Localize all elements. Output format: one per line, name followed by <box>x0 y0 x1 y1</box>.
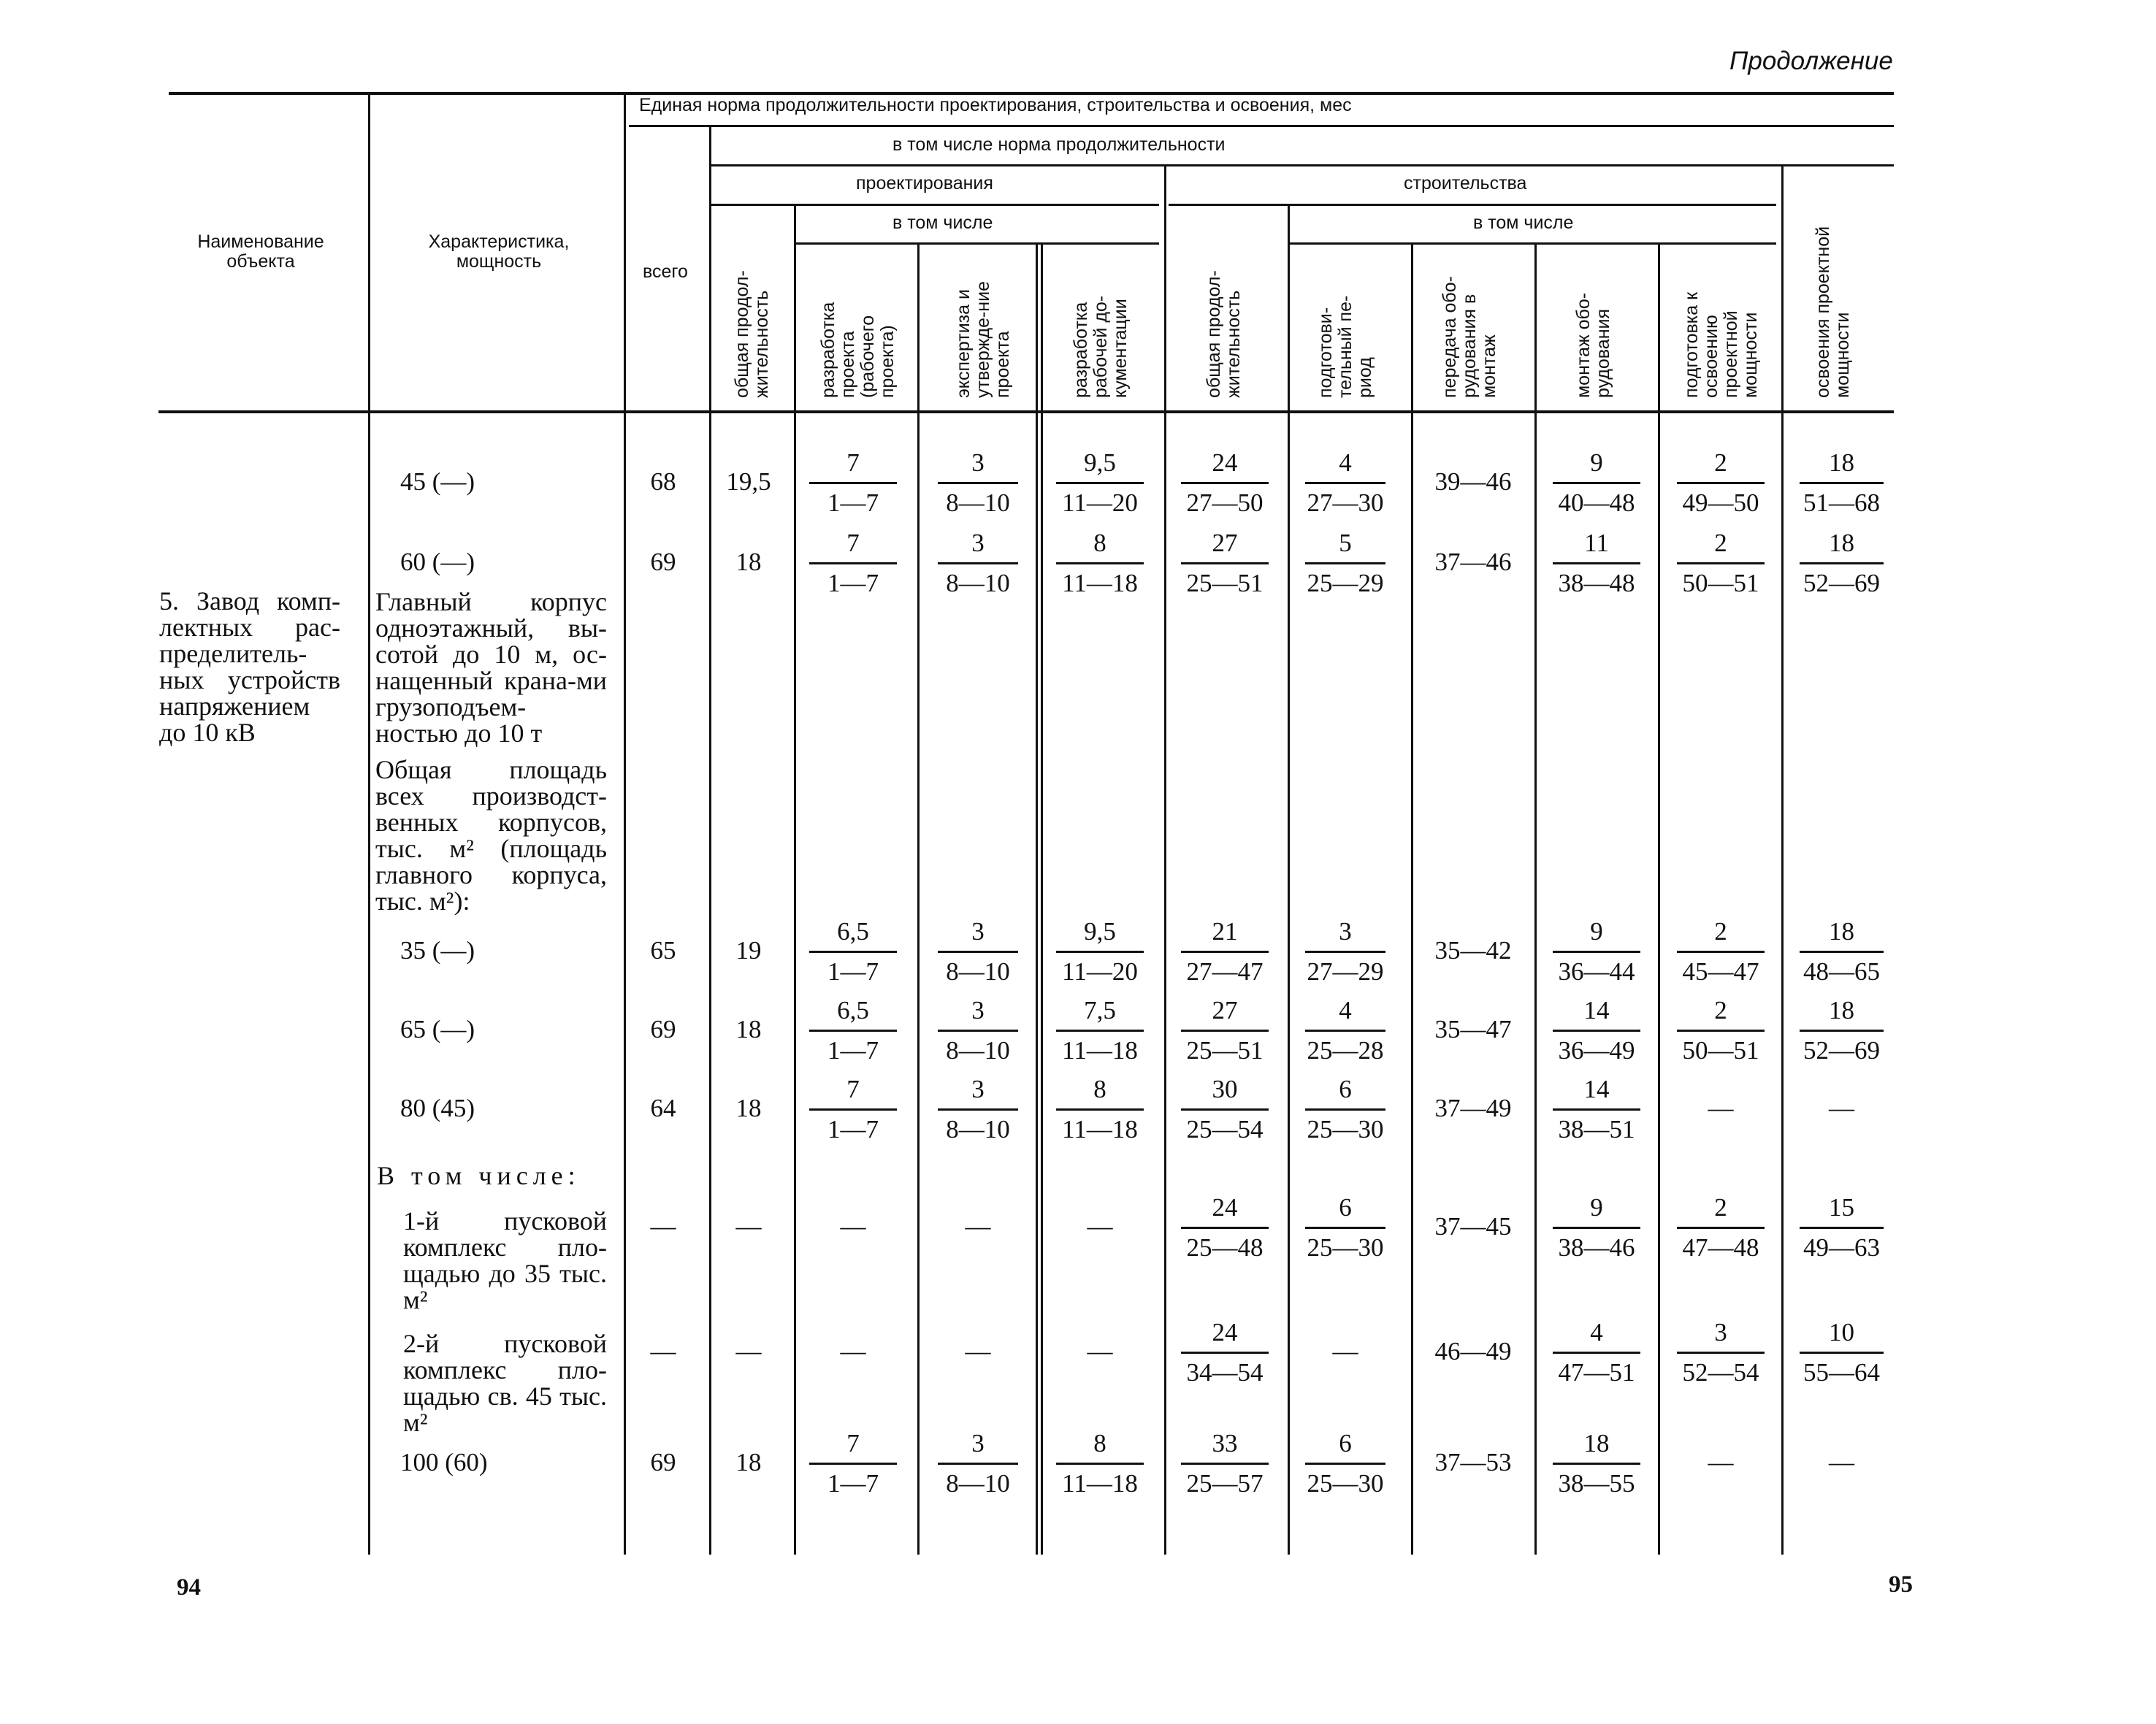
total-value: 65 <box>650 936 676 965</box>
mastering-fraction <box>1800 997 1884 1065</box>
design-docs-fraction <box>1056 1076 1144 1143</box>
constr-transfer: 37—45 <box>1434 1212 1512 1241</box>
total-value: — <box>650 1337 676 1365</box>
design-total: 18 <box>735 1094 762 1122</box>
constr-total-months: 25—51 <box>1186 1036 1264 1065</box>
design-docs: — <box>1087 1337 1113 1365</box>
fraction-bar <box>1305 1030 1385 1032</box>
mastering-value: 15 <box>1829 1193 1854 1222</box>
constr-transfer: 37—53 <box>1434 1448 1512 1476</box>
design-docs-fraction <box>1056 918 1144 986</box>
design-docs-months: 11—18 <box>1062 1036 1138 1065</box>
header-design: проектирования <box>856 173 993 194</box>
constr-prep-value: 6 <box>1339 1429 1352 1457</box>
row-label: 100 (60) <box>400 1448 488 1476</box>
page-number-right: 95 <box>1889 1571 1913 1598</box>
constr-prep-value: 5 <box>1339 529 1352 557</box>
object-name: 5. Завод комп-лектных рас-пределитель-ных устройств напряжением до 10 кВ <box>159 586 340 747</box>
constr-prep-fraction <box>1305 529 1385 597</box>
design-project-value: 6,5 <box>837 996 869 1024</box>
fraction-bar <box>1305 482 1385 484</box>
constr-total-value: 33 <box>1212 1429 1238 1457</box>
constr-install-months: 40—48 <box>1558 489 1635 517</box>
design-total: 18 <box>735 1448 762 1476</box>
fraction-bar <box>1181 1352 1269 1354</box>
design-docs-value: 7,5 <box>1084 996 1116 1024</box>
fraction-bar <box>1800 482 1884 484</box>
design-project-fraction <box>809 529 897 597</box>
mastering-months: 49—63 <box>1803 1233 1880 1262</box>
design-expertise-fraction <box>938 529 1018 597</box>
fraction-bar <box>1181 1108 1269 1111</box>
row-label: 80 (45) <box>400 1094 475 1122</box>
row-label: 35 (—) <box>400 936 475 965</box>
total-value: 69 <box>650 1448 676 1476</box>
design-expertise-months: 8—10 <box>946 1036 1010 1065</box>
design-total: 19,5 <box>726 467 771 496</box>
constr-transfer-header: передача обо-рудования в монтаж <box>1440 276 1499 398</box>
design-docs-months: 11—20 <box>1062 957 1138 986</box>
fraction-bar <box>1553 951 1640 953</box>
design-project-months: 1—7 <box>827 569 879 597</box>
design-total: — <box>735 1212 762 1241</box>
constr-prep-fraction <box>1305 449 1385 517</box>
fraction-bar <box>1800 1030 1884 1032</box>
constr-install-months: 36—49 <box>1558 1036 1635 1065</box>
constr-total-fraction <box>1181 449 1269 517</box>
launch-complex-2: 2-й пусковой комплекс пло-щадью св. 45 тыс. м² <box>403 1329 607 1437</box>
constr-prep-months: 27—30 <box>1307 489 1384 517</box>
design-expertise-fraction <box>938 1076 1018 1143</box>
constr-total-fraction <box>1181 1430 1269 1498</box>
fraction-bar <box>1305 951 1385 953</box>
design-docs-value: 8 <box>1093 529 1106 557</box>
constr-total-months: 25—48 <box>1186 1233 1264 1262</box>
constr-prep-fraction <box>1305 918 1385 986</box>
design-docs-months: 11—18 <box>1062 1115 1138 1143</box>
header-constr-incl: в том числе <box>1473 212 1574 233</box>
total-value: 64 <box>650 1094 676 1122</box>
fraction-bar <box>938 951 1018 953</box>
header-top: Единая норма продолжительности проектирования, строительства и освоения, мес <box>639 95 1352 115</box>
constr-prep-months: 27—29 <box>1307 957 1384 986</box>
constr-prep-months: 25—30 <box>1307 1115 1384 1143</box>
design-docs-header: разработка рабочей до-кументации <box>1071 295 1131 398</box>
design-expertise-months: 8—10 <box>946 1115 1010 1143</box>
fraction-bar <box>1677 1352 1765 1354</box>
constr-total-value: 24 <box>1212 1318 1238 1346</box>
design-expertise-value: 3 <box>971 996 985 1024</box>
mastering-months: 52—69 <box>1803 569 1880 597</box>
fraction-bar <box>1181 562 1269 564</box>
fraction-bar <box>1305 1463 1385 1465</box>
design-project-fraction <box>809 449 897 517</box>
fraction-bar <box>938 1463 1018 1465</box>
mastering-value: 18 <box>1829 996 1854 1024</box>
design-project-fraction <box>809 997 897 1065</box>
fraction-bar <box>938 562 1018 564</box>
constr-transfer: 35—47 <box>1434 1015 1512 1043</box>
mastering: — <box>1829 1448 1854 1476</box>
design-project-months: 1—7 <box>827 957 879 986</box>
design-docs-fraction <box>1056 449 1144 517</box>
design-expertise: — <box>965 1337 991 1365</box>
constr-install-months: 36—44 <box>1558 957 1635 986</box>
design-project-value: 7 <box>846 448 860 477</box>
constr-install-fraction <box>1553 529 1640 597</box>
design-docs-value: 8 <box>1093 1075 1106 1103</box>
constr-readiness-fraction <box>1677 1194 1765 1262</box>
mastering-value: 18 <box>1829 917 1854 946</box>
mastering-months: 52—69 <box>1803 1036 1880 1065</box>
total-value: 69 <box>650 548 676 576</box>
constr-readiness-fraction <box>1677 1319 1765 1387</box>
design-docs-months: 11—20 <box>1062 489 1138 517</box>
constr-transfer: 37—49 <box>1434 1094 1512 1122</box>
design-expertise: — <box>965 1212 991 1241</box>
constr-readiness-months: 50—51 <box>1682 569 1759 597</box>
constr-prep-value: 4 <box>1339 996 1352 1024</box>
fraction-bar <box>809 482 897 484</box>
design-project-months: 1—7 <box>827 1469 879 1498</box>
col-characteristic-header: Характеристика, мощность <box>428 231 570 272</box>
fraction-bar <box>1553 1030 1640 1032</box>
mastering-fraction <box>1800 529 1884 597</box>
fraction-bar <box>1553 562 1640 564</box>
row-label: 45 (—) <box>400 467 475 496</box>
design-project-fraction <box>809 1076 897 1143</box>
design-project-header: разработка проекта (рабочего проекта) <box>818 302 898 398</box>
design-expertise-value: 3 <box>971 1075 985 1103</box>
constr-install-fraction <box>1553 918 1640 986</box>
constr-prep: — <box>1332 1337 1358 1365</box>
constr-prep-months: 25—30 <box>1307 1233 1384 1262</box>
constr-readiness-value: 2 <box>1714 1193 1727 1222</box>
design-total: 18 <box>735 548 762 576</box>
fraction-bar <box>1800 951 1884 953</box>
row-label: 65 (—) <box>400 1015 475 1043</box>
page-number-left: 94 <box>177 1574 201 1601</box>
constr-total-value: 27 <box>1212 996 1238 1024</box>
constr-install-value: 9 <box>1590 917 1603 946</box>
design-project-value: 7 <box>846 1429 860 1457</box>
design-expertise-months: 8—10 <box>946 957 1010 986</box>
design-expertise-fraction <box>938 1430 1018 1498</box>
constr-install-months: 38—48 <box>1558 569 1635 597</box>
fraction-bar <box>809 951 897 953</box>
design-expertise-months: 8—10 <box>946 569 1010 597</box>
constr-total-header: общая продол-жительность <box>1204 270 1244 398</box>
constr-readiness-months: 52—54 <box>1682 1358 1759 1387</box>
fraction-bar <box>809 562 897 564</box>
design-docs-months: 11—18 <box>1062 1469 1138 1498</box>
mastering-value: 18 <box>1829 448 1854 477</box>
fraction-bar <box>809 1463 897 1465</box>
constr-prep-value: 3 <box>1339 917 1352 946</box>
constr-total-value: 27 <box>1212 529 1238 557</box>
fraction-bar <box>1056 951 1144 953</box>
fraction-bar <box>1553 1352 1640 1354</box>
constr-prep-fraction <box>1305 997 1385 1065</box>
fraction-bar <box>809 1030 897 1032</box>
constr-readiness-value: 2 <box>1714 996 1727 1024</box>
mastering-value: 18 <box>1829 529 1854 557</box>
constr-install-months: 38—55 <box>1558 1469 1635 1498</box>
constr-install-fraction <box>1553 1194 1640 1262</box>
constr-prep-header: подготови-тельный пе-риод <box>1315 295 1375 398</box>
design-docs-value: 9,5 <box>1084 448 1116 477</box>
constr-total-fraction <box>1181 1319 1269 1387</box>
fraction-bar <box>938 1030 1018 1032</box>
design-total: 19 <box>735 936 762 965</box>
constr-install-fraction <box>1553 449 1640 517</box>
design-docs-value: 9,5 <box>1084 917 1116 946</box>
fraction-bar <box>1056 1463 1144 1465</box>
total-value: 68 <box>650 467 676 496</box>
constr-readiness-months: 49—50 <box>1682 489 1759 517</box>
constr-total-value: 30 <box>1212 1075 1238 1103</box>
row-label: 60 (—) <box>400 548 475 576</box>
constr-readiness: — <box>1708 1448 1734 1476</box>
constr-total-months: 25—54 <box>1186 1115 1264 1143</box>
total-value: 69 <box>650 1015 676 1043</box>
header-sub: в том числе норма продолжительности <box>892 134 1226 155</box>
fraction-bar <box>809 1108 897 1111</box>
design-expertise-value: 3 <box>971 917 985 946</box>
design-expertise-value: 3 <box>971 1429 985 1457</box>
mastering-header: освоения проектной мощности <box>1813 226 1853 398</box>
design-project-months: 1—7 <box>827 489 879 517</box>
fraction-bar <box>1800 562 1884 564</box>
constr-total-months: 27—47 <box>1186 957 1264 986</box>
constr-install-value: 18 <box>1583 1429 1610 1457</box>
fraction-bar <box>1677 951 1765 953</box>
mastering-value: 10 <box>1829 1318 1854 1346</box>
constr-transfer: 39—46 <box>1434 467 1512 496</box>
constr-readiness-fraction <box>1677 529 1765 597</box>
constr-readiness-header: подготовка к освоению проектной мощности <box>1681 291 1761 398</box>
col-name-header: Наименование объекта <box>197 231 324 272</box>
fraction-bar <box>1305 1108 1385 1111</box>
mastering-months: 51—68 <box>1803 489 1880 517</box>
fraction-bar <box>1056 1108 1144 1111</box>
constr-total-fraction <box>1181 918 1269 986</box>
constr-install-fraction <box>1553 997 1640 1065</box>
fraction-bar <box>1305 562 1385 564</box>
constr-total-fraction <box>1181 1076 1269 1143</box>
constr-prep-fraction <box>1305 1194 1385 1262</box>
constr-install-months: 38—46 <box>1558 1233 1635 1262</box>
fraction-bar <box>1056 482 1144 484</box>
constr-prep-value: 6 <box>1339 1075 1352 1103</box>
constr-total-months: 25—57 <box>1186 1469 1264 1498</box>
design-docs-fraction <box>1056 997 1144 1065</box>
constr-total-value: 21 <box>1212 917 1238 946</box>
constr-transfer: 46—49 <box>1434 1337 1512 1365</box>
design-project-fraction <box>809 918 897 986</box>
continuation-label: Продолжение <box>1729 47 1893 75</box>
design-total: — <box>735 1337 762 1365</box>
constr-readiness-months: 50—51 <box>1682 1036 1759 1065</box>
constr-total-months: 34—54 <box>1186 1358 1264 1387</box>
design-docs-fraction <box>1056 529 1144 597</box>
design-total-header: общая продол-жительность <box>732 270 772 398</box>
fraction-bar <box>1056 1030 1144 1032</box>
constr-install-fraction <box>1553 1319 1640 1387</box>
design-docs-value: 8 <box>1093 1429 1106 1457</box>
constr-install-fraction <box>1553 1076 1640 1143</box>
mastering: — <box>1829 1094 1854 1122</box>
constr-transfer: 35—42 <box>1434 936 1512 965</box>
constr-prep-months: 25—28 <box>1307 1036 1384 1065</box>
design-project-value: 7 <box>846 1075 860 1103</box>
fraction-bar <box>1677 1227 1765 1229</box>
constr-total-value: 24 <box>1212 1193 1238 1222</box>
object-desc-building: Главный корпус одноэтажный, вы-сотой до 10 м, ос-нащенный крана-ми грузоподъем-ностью до 10 т <box>375 587 607 748</box>
design-project-months: 1—7 <box>827 1115 879 1143</box>
constr-install-months: 47—51 <box>1558 1358 1635 1387</box>
fraction-bar <box>1181 951 1269 953</box>
fraction-bar <box>1181 1030 1269 1032</box>
total-value: — <box>650 1212 676 1241</box>
constr-prep-value: 6 <box>1339 1193 1352 1222</box>
fraction-bar <box>1056 562 1144 564</box>
header-design-incl: в том числе <box>892 212 993 233</box>
constr-prep-fraction <box>1305 1430 1385 1498</box>
mastering-fraction <box>1800 918 1884 986</box>
constr-readiness-value: 2 <box>1714 917 1727 946</box>
constr-prep-value: 4 <box>1339 448 1352 477</box>
design-docs-months: 11—18 <box>1062 569 1138 597</box>
constr-install-fraction <box>1553 1430 1640 1498</box>
fraction-bar <box>1553 1463 1640 1465</box>
design-expertise-header: экспертиза и утвержде-ние проекта <box>953 281 1013 398</box>
design-docs-fraction <box>1056 1430 1144 1498</box>
constr-install-value: 14 <box>1583 996 1610 1024</box>
constr-install-value: 4 <box>1590 1318 1603 1346</box>
fraction-bar <box>938 1108 1018 1111</box>
fraction-bar <box>1800 1227 1884 1229</box>
design-expertise-fraction <box>938 449 1018 517</box>
design-project-value: 6,5 <box>837 917 869 946</box>
constr-prep-months: 25—30 <box>1307 1469 1384 1498</box>
constr-total-fraction <box>1181 997 1269 1065</box>
constr-readiness-fraction <box>1677 449 1765 517</box>
mastering-months: 55—64 <box>1803 1358 1880 1387</box>
design-expertise-fraction <box>938 918 1018 986</box>
object-desc-area: Общая площадь всех производст-венных корпусов, тыс. м² (площадь главного корпуса, тыс. м²): <box>375 755 607 916</box>
fraction-bar <box>1181 482 1269 484</box>
design-project: — <box>840 1337 866 1365</box>
constr-readiness-months: 47—48 <box>1682 1233 1759 1262</box>
design-expertise-value: 3 <box>971 448 985 477</box>
mastering-fraction <box>1800 1319 1884 1387</box>
incl-label: В том числе: <box>377 1161 581 1190</box>
constr-readiness-value: 2 <box>1714 529 1727 557</box>
constr-readiness-fraction <box>1677 997 1765 1065</box>
fraction-bar <box>1553 482 1640 484</box>
mastering-fraction <box>1800 449 1884 517</box>
constr-prep-months: 25—29 <box>1307 569 1384 597</box>
constr-readiness-months: 45—47 <box>1682 957 1759 986</box>
fraction-bar <box>938 482 1018 484</box>
fraction-bar <box>1677 1030 1765 1032</box>
design-expertise-value: 3 <box>971 529 985 557</box>
design-expertise-months: 8—10 <box>946 489 1010 517</box>
constr-total-months: 25—51 <box>1186 569 1264 597</box>
constr-total-months: 27—50 <box>1186 489 1264 517</box>
design-docs: — <box>1087 1212 1113 1241</box>
constr-install-header: монтаж обо-рудования <box>1573 292 1613 398</box>
mastering-fraction <box>1800 1194 1884 1262</box>
constr-transfer: 37—46 <box>1434 548 1512 576</box>
fraction-bar <box>1305 1227 1385 1229</box>
launch-complex-1: 1-й пусковой комплекс пло-щадью до 35 тыс. м² <box>403 1206 607 1314</box>
constr-readiness: — <box>1708 1094 1734 1122</box>
constr-install-value: 14 <box>1583 1075 1610 1103</box>
constr-readiness-value: 3 <box>1714 1318 1727 1346</box>
design-project: — <box>840 1212 866 1241</box>
col-total-header: всего <box>643 261 688 282</box>
constr-readiness-value: 2 <box>1714 448 1727 477</box>
fraction-bar <box>1181 1463 1269 1465</box>
constr-install-value: 9 <box>1590 1193 1603 1222</box>
constr-total-value: 24 <box>1212 448 1238 477</box>
constr-total-fraction <box>1181 1194 1269 1262</box>
constr-readiness-fraction <box>1677 918 1765 986</box>
header-construction: строительства <box>1404 173 1527 194</box>
fraction-bar <box>1553 1227 1640 1229</box>
constr-install-value: 9 <box>1590 448 1603 477</box>
mastering-months: 48—65 <box>1803 957 1880 986</box>
constr-total-fraction <box>1181 529 1269 597</box>
constr-install-months: 38—51 <box>1558 1115 1635 1143</box>
fraction-bar <box>1677 562 1765 564</box>
fraction-bar <box>1181 1227 1269 1229</box>
fraction-bar <box>1800 1352 1884 1354</box>
design-expertise-fraction <box>938 997 1018 1065</box>
fraction-bar <box>1677 482 1765 484</box>
design-project-months: 1—7 <box>827 1036 879 1065</box>
design-project-value: 7 <box>846 529 860 557</box>
constr-prep-fraction <box>1305 1076 1385 1143</box>
design-expertise-months: 8—10 <box>946 1469 1010 1498</box>
design-total: 18 <box>735 1015 762 1043</box>
constr-install-value: 11 <box>1584 529 1609 557</box>
design-project-fraction <box>809 1430 897 1498</box>
fraction-bar <box>1553 1108 1640 1111</box>
